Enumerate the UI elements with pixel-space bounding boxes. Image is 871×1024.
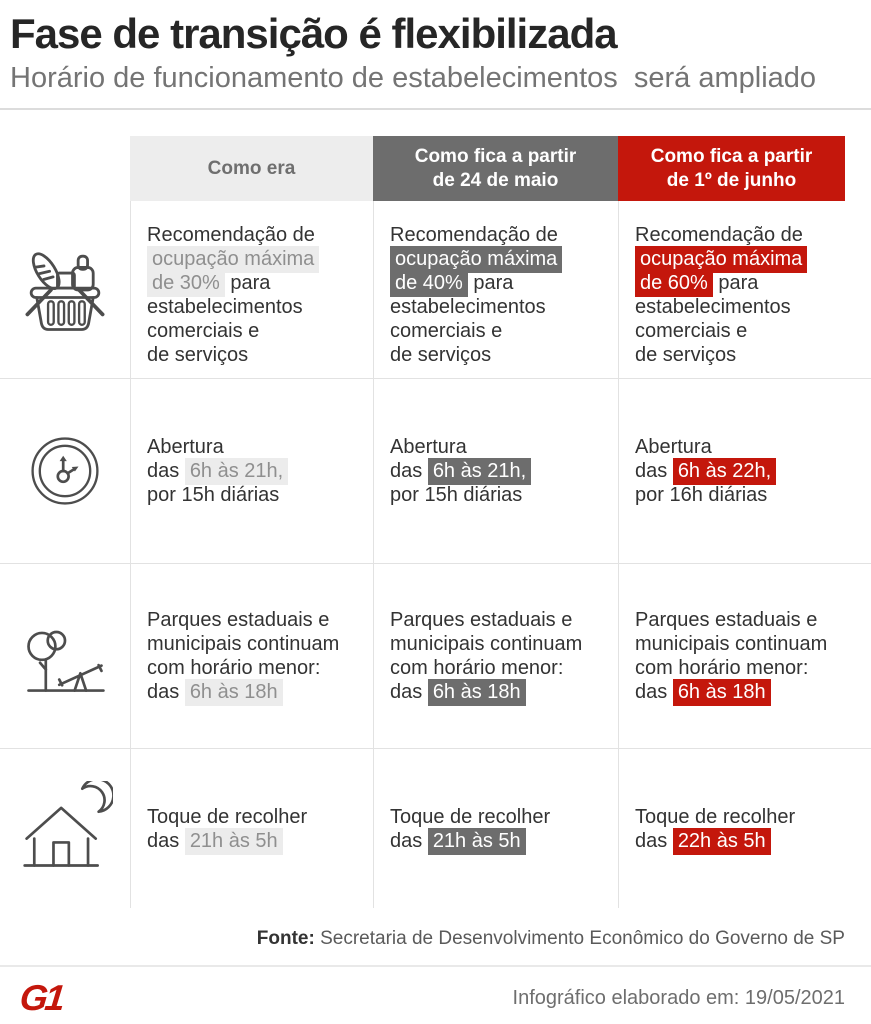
cell-occupancy-1-junho: Recomendação de ocupação máxima de 60% para estabelecimentos comerciais e de serviços xyxy=(618,201,845,378)
cell-occupancy-como-era: Recomendação de ocupação máxima de 30% para estabelecimentos comerciais e de serviços xyxy=(130,201,373,378)
page-title: Fase de transição é flexibilizada xyxy=(10,10,617,57)
source-text: Secretaria de Desenvolvimento Econômico do Governo de SP xyxy=(314,928,845,949)
shopping-basket-icon xyxy=(18,243,112,337)
header-right-spacer xyxy=(845,136,871,201)
source-line xyxy=(0,928,845,950)
column-header-24-maio xyxy=(373,136,618,201)
credit-text: Infográfico elaborado em: 19/05/2021 xyxy=(512,986,845,1009)
column-header-line: Como era xyxy=(207,157,296,179)
column-header-line: de 24 de maio xyxy=(432,169,559,191)
column-header-como-era xyxy=(130,136,373,201)
cell-occupancy-24-maio: Recomendação de ocupação máxima de 40% para estabelecimentos comerciais e de serviços xyxy=(373,201,618,378)
table-corner-spacer xyxy=(0,136,130,201)
row-opening-icon-cell xyxy=(0,378,130,563)
cell-parks-1-junho: Parques estaduais e municipais continuam com horário menor: das 6h às 18h xyxy=(618,563,845,748)
bottom-bar xyxy=(0,967,871,1024)
row-curfew-icon-cell xyxy=(0,748,130,908)
cell-opening-24-maio: Abertura das 6h às 21h, por 15h diárias xyxy=(373,378,618,563)
cell-curfew-1-junho: Toque de recolher das 22h às 5h xyxy=(618,748,845,908)
house-moon-icon xyxy=(17,781,113,877)
comparison-table xyxy=(0,136,871,908)
page-subtitle: Horário de funcionamento de estabelecimentos será ampliado xyxy=(10,62,817,94)
row-right-spacer xyxy=(845,748,871,908)
row-occupancy-icon-cell xyxy=(0,201,130,378)
cell-opening-como-era: Abertura das 6h às 21h, por 15h diárias xyxy=(130,378,373,563)
row-right-spacer xyxy=(845,378,871,563)
masthead xyxy=(0,0,871,95)
cell-curfew-24-maio: Toque de recolher das 21h às 5h xyxy=(373,748,618,908)
column-header-line: Como fica a partir xyxy=(650,145,813,167)
column-header-1-junho xyxy=(618,136,845,201)
g1-logo: G1 xyxy=(17,977,65,1018)
cell-curfew-como-era: Toque de recolher das 21h às 5h xyxy=(130,748,373,908)
row-right-spacer xyxy=(845,563,871,748)
cell-opening-1-junho: Abertura das 6h às 22h, por 16h diárias xyxy=(618,378,845,563)
clock-icon xyxy=(20,426,110,516)
column-header-line: de 1º de junho xyxy=(666,169,797,191)
row-parks-icon-cell xyxy=(0,563,130,748)
header-divider xyxy=(0,108,871,110)
cell-parks-como-era: Parques estaduais e municipais continuam com horário menor: das 6h às 18h xyxy=(130,563,373,748)
park-icon xyxy=(17,608,113,704)
column-header-line: Como fica a partir xyxy=(414,145,577,167)
cell-parks-24-maio: Parques estaduais e municipais continuam com horário menor: das 6h às 18h xyxy=(373,563,618,748)
row-right-spacer xyxy=(845,201,871,378)
source-label: Fonte: xyxy=(256,928,315,949)
